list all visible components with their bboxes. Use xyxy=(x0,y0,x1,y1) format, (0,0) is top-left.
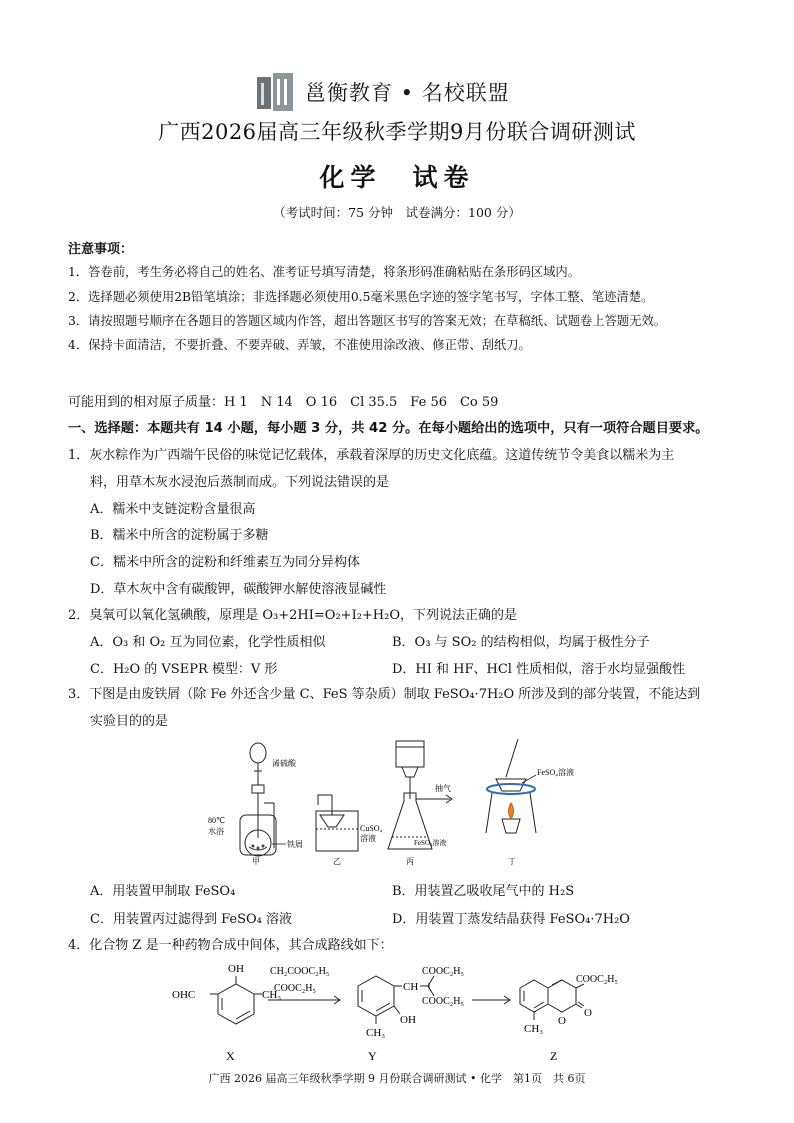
q1-option-a: A．糯米中支链淀粉含量很高 xyxy=(90,502,256,517)
q1-option-b: B．糯米中所含的淀粉属于多糖 xyxy=(90,528,269,543)
glass-rod xyxy=(506,739,518,777)
q4-stem: 4．化合物 Z 是一种药物合成中间体，其合成路线如下： xyxy=(68,938,393,953)
atomic-masses: 可能用到的相对原子质量：H 1 N 14 O 16 Cl 35.5 Fe 56 Co 59 xyxy=(68,395,499,410)
label-pump: 抽气 xyxy=(435,784,451,793)
q1-stem-cont: 料，用草木灰水浸泡后蒸制而成。下列说法错误的是 xyxy=(90,475,390,490)
q3-apparatus-figure xyxy=(200,733,600,868)
z-ester: COOC₂H₅ xyxy=(576,974,618,985)
alcohol-lamp xyxy=(502,819,520,833)
y-ester-top: COOC₂H₅ xyxy=(422,966,464,977)
x-ch3: CH₃ xyxy=(262,989,282,1001)
q2-stem: 2．臭氧可以氧化氢碘酸，原理是 O₃+2HI=O₂+I₂+H₂O，下列说法正确的是 xyxy=(68,608,518,623)
q1-option-d: D．草木灰中含有碳酸钾，碳酸钾水解使溶液显碱性 xyxy=(90,582,387,597)
x-oh: OH xyxy=(228,963,244,975)
notice-heading: 注意事项： xyxy=(68,242,134,257)
x-ohc: OHC xyxy=(172,989,196,1001)
q1-stem: 1．灰水粽作为广西端午民俗的味觉记忆载体，承载着深厚的历史文化底蕴。这道传统节令美食以糯米为主 xyxy=(68,448,675,463)
exam-title: 广西2026届高三年级秋季学期9月份联合调研测试 xyxy=(158,120,636,144)
y-ch: CH xyxy=(403,981,419,993)
buchner-funnel xyxy=(396,741,424,767)
y-benzene-ring xyxy=(358,976,394,1016)
label-bath: 水浴 xyxy=(208,827,224,836)
label-cuso4: CuSO₄ xyxy=(360,824,383,833)
q2-option-c: C．H₂O 的 VSEPR 模型：V 形 xyxy=(90,662,278,677)
inverted-funnel xyxy=(320,815,344,827)
notice-item: 3．请按照题号顺序在各题目的答题区域内作答，超出答题区书写的答案无效；在草稿纸、试题卷上答题无效。 xyxy=(68,314,667,328)
label-cuso4-solution: 溶液 xyxy=(360,834,376,843)
q2-option-d: D．HI 和 HF、HCl 性质相似，溶于水均显强酸性 xyxy=(392,662,686,677)
notice-item: 2．选择题必须使用2B铅笔填涂；非选择题必须使用0.5毫米黑色字迹的签字笔书写，字体工整、笔迹清楚。 xyxy=(68,290,654,304)
beaker xyxy=(316,811,358,851)
q3-option-d: D．用装置丁蒸发结晶获得 FeSO₄·7H₂O xyxy=(392,912,630,927)
q3-stem-cont: 实验目的的是 xyxy=(90,714,169,729)
label-feso4-flask: FeSO₄溶液 xyxy=(414,839,447,847)
label-jia: 甲 xyxy=(252,857,260,866)
subject-title: 化学 试卷 xyxy=(319,163,475,192)
compound-z-label: Z xyxy=(550,1049,558,1063)
y-ch3: CH₃ xyxy=(366,1027,386,1039)
q1-option-c: C．糯米中所含的淀粉和纤维素互为同分异构体 xyxy=(90,555,360,570)
section-heading: 一、选择题：本题共有 14 小题，每小题 3 分，共 42 分。在每小题给出的选项中，只有一项符合题目要求。 xyxy=(68,421,709,436)
reagent-line1: CH₂COOC₂H₅ xyxy=(270,966,330,977)
q3-stem: 3．下图是由废铁屑（除 Fe 外还含少量 C、FeS 等杂质）制取 FeSO₄·7H₂O 所涉及到的部分装置，不能达到 xyxy=(68,687,701,702)
label-iron: 铁屑 xyxy=(287,840,303,849)
q3-option-c: C．用装置丙过滤得到 FeSO₄ 溶液 xyxy=(90,912,292,927)
z-ring-oxygen: O xyxy=(558,1015,566,1027)
brand-name: 邕衡教育 • 名校联盟 xyxy=(305,81,510,105)
exam-info: （考试时间：75 分钟 试卷满分：100 分） xyxy=(273,205,521,220)
label-yi: 乙 xyxy=(333,857,341,866)
label-ding: 丁 xyxy=(508,857,516,866)
compound-x-label: X xyxy=(226,1049,235,1063)
page-footer: 广西 2026 届高三年级秋季学期 9 月份联合调研测试 • 化学 第1页 共 6页 xyxy=(208,1072,586,1085)
q3-option-b: B．用装置乙吸收尾气中的 H₂S xyxy=(392,884,575,899)
label-bath-temp: 80℃ xyxy=(208,816,225,825)
q2-option-a: A．O₃ 和 O₂ 互为同位素，化学性质相似 xyxy=(90,635,326,650)
x-benzene-ring xyxy=(218,984,254,1024)
brand-header xyxy=(255,70,510,114)
notice-item: 1．答卷前，考生务必将自己的姓名、准考证号填写清楚，将条形码准确粘贴在条形码区域内。 xyxy=(68,265,580,279)
q4-synthesis-route xyxy=(170,958,630,1066)
z-ch3: CH₃ xyxy=(524,1023,544,1035)
label-acid: 浠硫酸 xyxy=(272,759,296,768)
y-oh: OH xyxy=(400,1014,416,1026)
y-ester-bottom: COOC₂H₅ xyxy=(422,996,464,1007)
q3-option-a: A．用装置甲制取 FeSO₄ xyxy=(90,884,236,899)
reagent-line2: COOC₂H₅ xyxy=(274,983,316,994)
notice-item: 4．保持卡面清洁，不要折叠、不要弄破、弄皱，不准使用涂改液、修正带、刮纸刀。 xyxy=(68,338,531,352)
brand-logo-icon xyxy=(255,71,295,113)
q2-option-b: B．O₃ 与 SO₂ 的结构相似，均属于极性分子 xyxy=(392,635,650,650)
label-feso4-dish: FeSO₄溶液 xyxy=(537,768,575,777)
label-bing: 丙 xyxy=(406,857,414,866)
compound-y-label: Y xyxy=(368,1049,377,1063)
z-carbonyl-oxygen: O xyxy=(584,1007,592,1019)
separatory-funnel xyxy=(250,743,266,763)
